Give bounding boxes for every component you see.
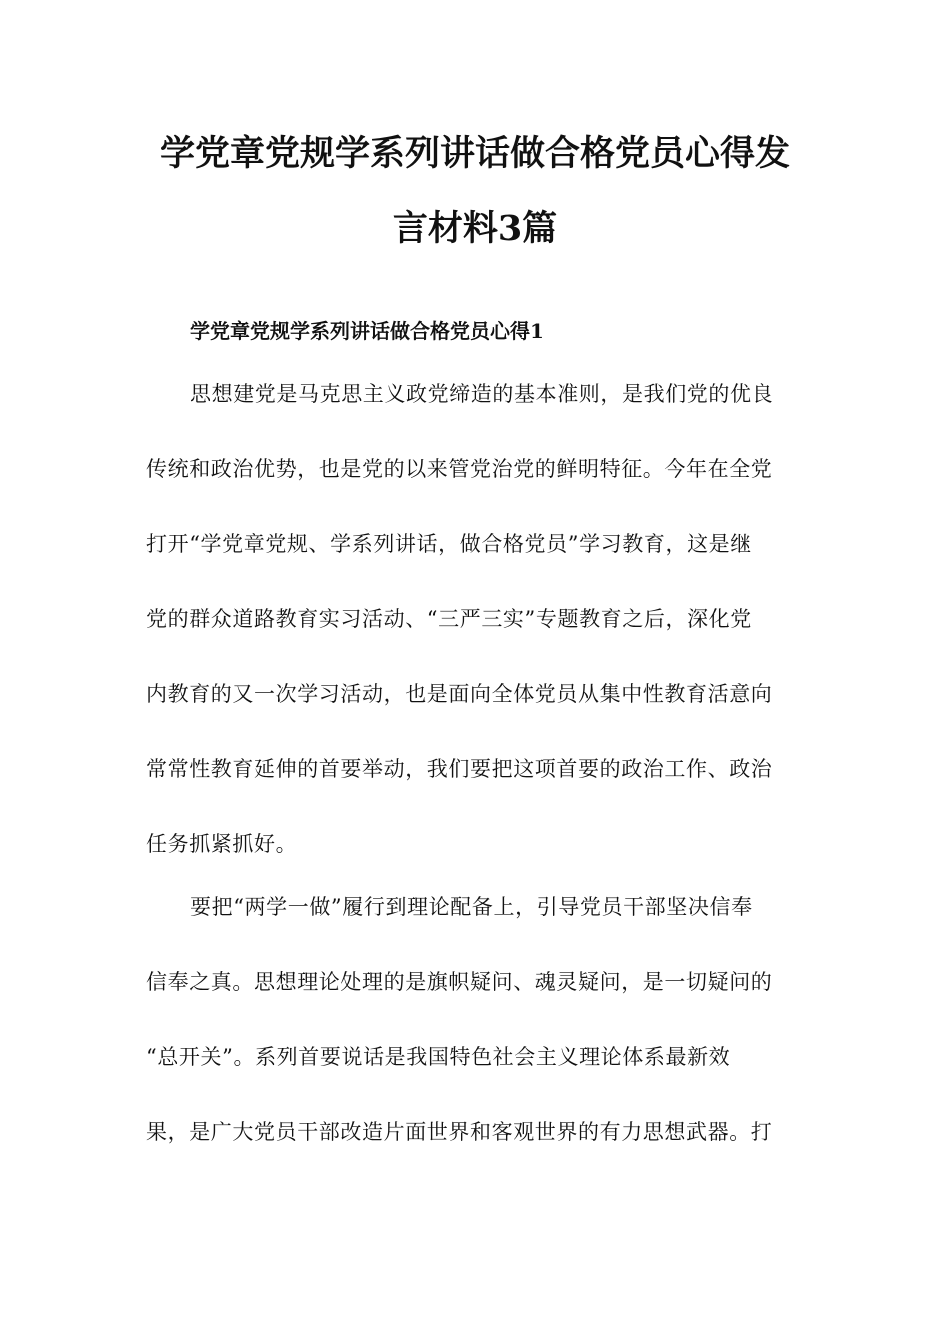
paragraph-2-line-4: 果，是广大党员干部改造片面世界和客观世界的有力思想武器。打	[146, 1120, 773, 1144]
paragraph-2-line-3: “总开关”。系列首要说话是我国特色社会主义理论体系最新效	[146, 1045, 731, 1069]
document-title-line-1: 学党章党规学系列讲话做合格党员心得发	[159, 133, 790, 174]
paragraph-1-line-4: 党的群众道路教育实习活动、“三严三实”专题教育之后，深化党	[146, 607, 752, 631]
paragraph-1-line-3: 打开“学党章党规、学系列讲话，做合格党员”学习教育，这是继	[146, 532, 752, 556]
section-heading: 学党章党规学系列讲话做合格党员心得1	[190, 319, 544, 343]
document-title-line-2: 言材料3篇	[392, 208, 558, 249]
paragraph-1-line-5: 内教育的又一次学习活动，也是面向全体党员从集中性教育活意向	[146, 682, 773, 706]
paragraph-1-line-6: 常常性教育延伸的首要举动，我们要把这项首要的政治工作、政治	[146, 757, 773, 781]
paragraph-1-line-2: 传统和政治优势，也是党的以来管党治党的鲜明特征。今年在全党	[146, 457, 773, 481]
paragraph-1-line-1: 思想建党是马克思主义政党缔造的基本准则，是我们党的优良	[190, 382, 774, 406]
paragraph-2-line-1: 要把“两学一做”履行到理论配备上，引导党员干部坚决信奉	[190, 895, 753, 919]
paragraph-2-line-2: 信奉之真。思想理论处理的是旗帜疑问、魂灵疑问，是一切疑问的	[146, 970, 773, 994]
paragraph-1-line-7: 任务抓紧抓好。	[146, 832, 298, 856]
